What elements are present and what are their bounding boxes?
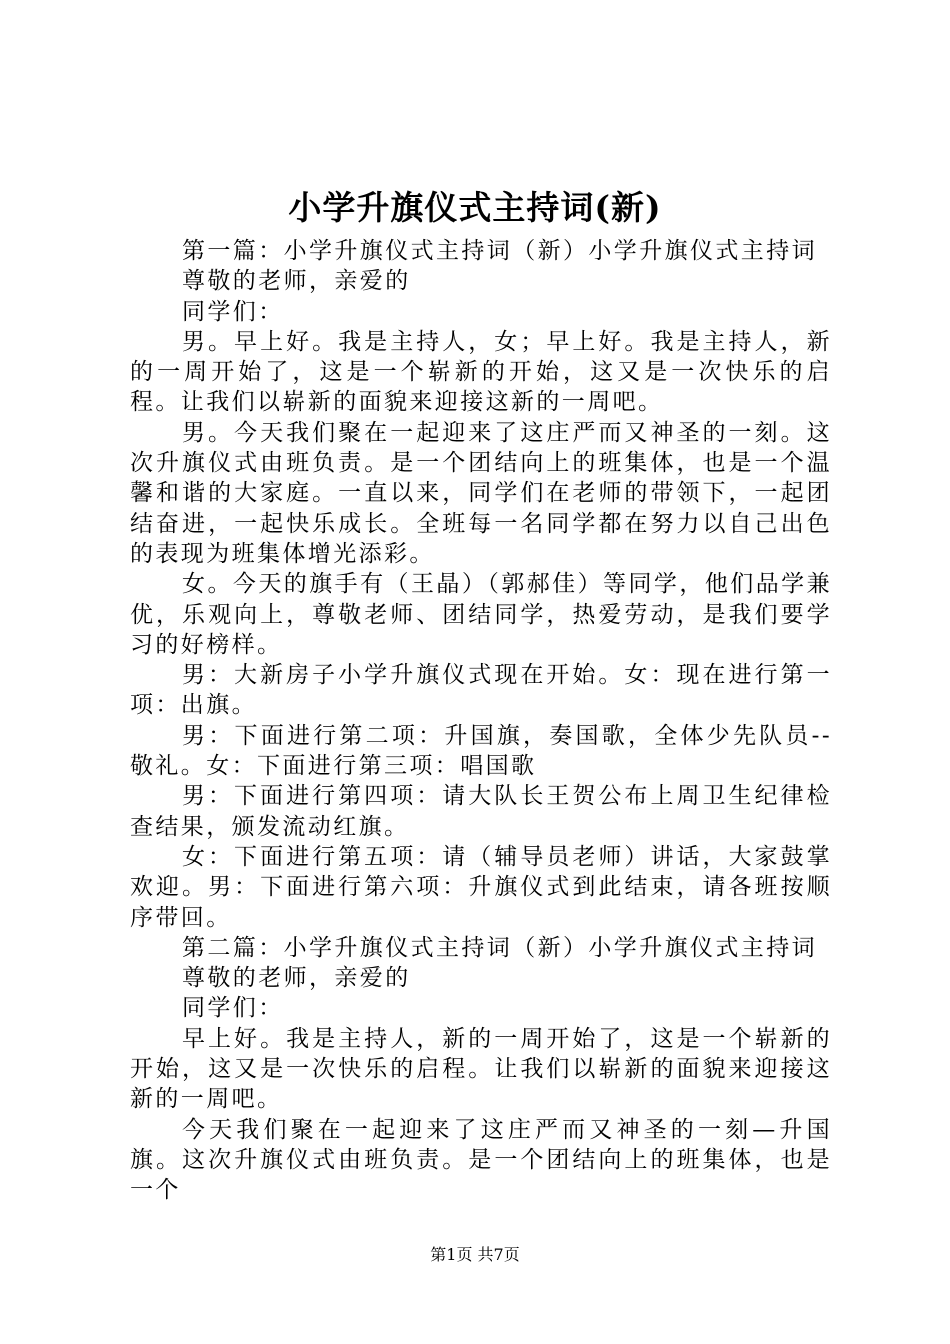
paragraph: 男。今天我们聚在一起迎来了这庄严而又神圣的一刻。这次升旗仪式由班负责。是一个团结向上的班集体，也是一个温馨和谐的大家庭。一直以来，同学们在老师的带领下，一起团结奋进，一起快乐成长。全班每一名同学都在努力以自己出色的表现为班集体增光添彩。 [130,419,832,567]
page-footer: 第1页 共7页 [430,1245,520,1264]
paragraph: 第二篇：小学升旗仪式主持词（新）小学升旗仪式主持词 [182,934,817,961]
paragraph: 男。早上好。我是主持人，女；早上好。我是主持人，新的一周开始了，这是一个崭新的开始，这又是一次快乐的启程。让我们以崭新的面貌来迎接这新的一周吧。 [130,328,832,416]
paragraph: 早上好。我是主持人，新的一周开始了，这是一个崭新的开始，这又是一次快乐的启程。让我们以崭新的面貌来迎接这新的一周吧。 [130,1025,832,1113]
paragraph: 尊敬的老师，亲爱的 [182,268,411,295]
paragraph: 男：下面进行第四项：请大队长王贺公布上周卫生纪律检查结果，颁发流动红旗。 [130,783,832,840]
paragraph: 男：大新房子小学升旗仪式现在开始。女：现在进行第一项：出旗。 [130,662,832,719]
paragraph: 同学们： [182,298,284,325]
document-title: 小学升旗仪式主持词(新) [288,188,662,227]
paragraph: 第一篇：小学升旗仪式主持词（新）小学升旗仪式主持词 [182,238,817,264]
paragraph: 尊敬的老师，亲爱的 [182,965,411,992]
paragraph: 同学们： [182,995,284,1022]
document-body [130,236,832,1206]
paragraph: 今天我们聚在一起迎来了这庄严而又神圣的一刻—升国旗。这次升旗仪式由班负责。是一个团结向上的班集体，也是一个 [130,1116,832,1204]
paragraph: 男：下面进行第二项：升国旗，奏国歌，全体少先队员--敬礼。女：下面进行第三项：唱国歌 [130,722,832,780]
paragraph: 女：下面进行第五项：请（辅导员老师）讲话，大家鼓掌欢迎。男：下面进行第六项：升旗仪式到此结束，请各班按顺序带回。 [130,843,832,931]
paragraph: 女。今天的旗手有（王晶）（郭郝佳）等同学，他们品学兼优，乐观向上，尊敬老师、团结同学，热爱劳动，是我们要学习的好榜样。 [130,571,832,658]
